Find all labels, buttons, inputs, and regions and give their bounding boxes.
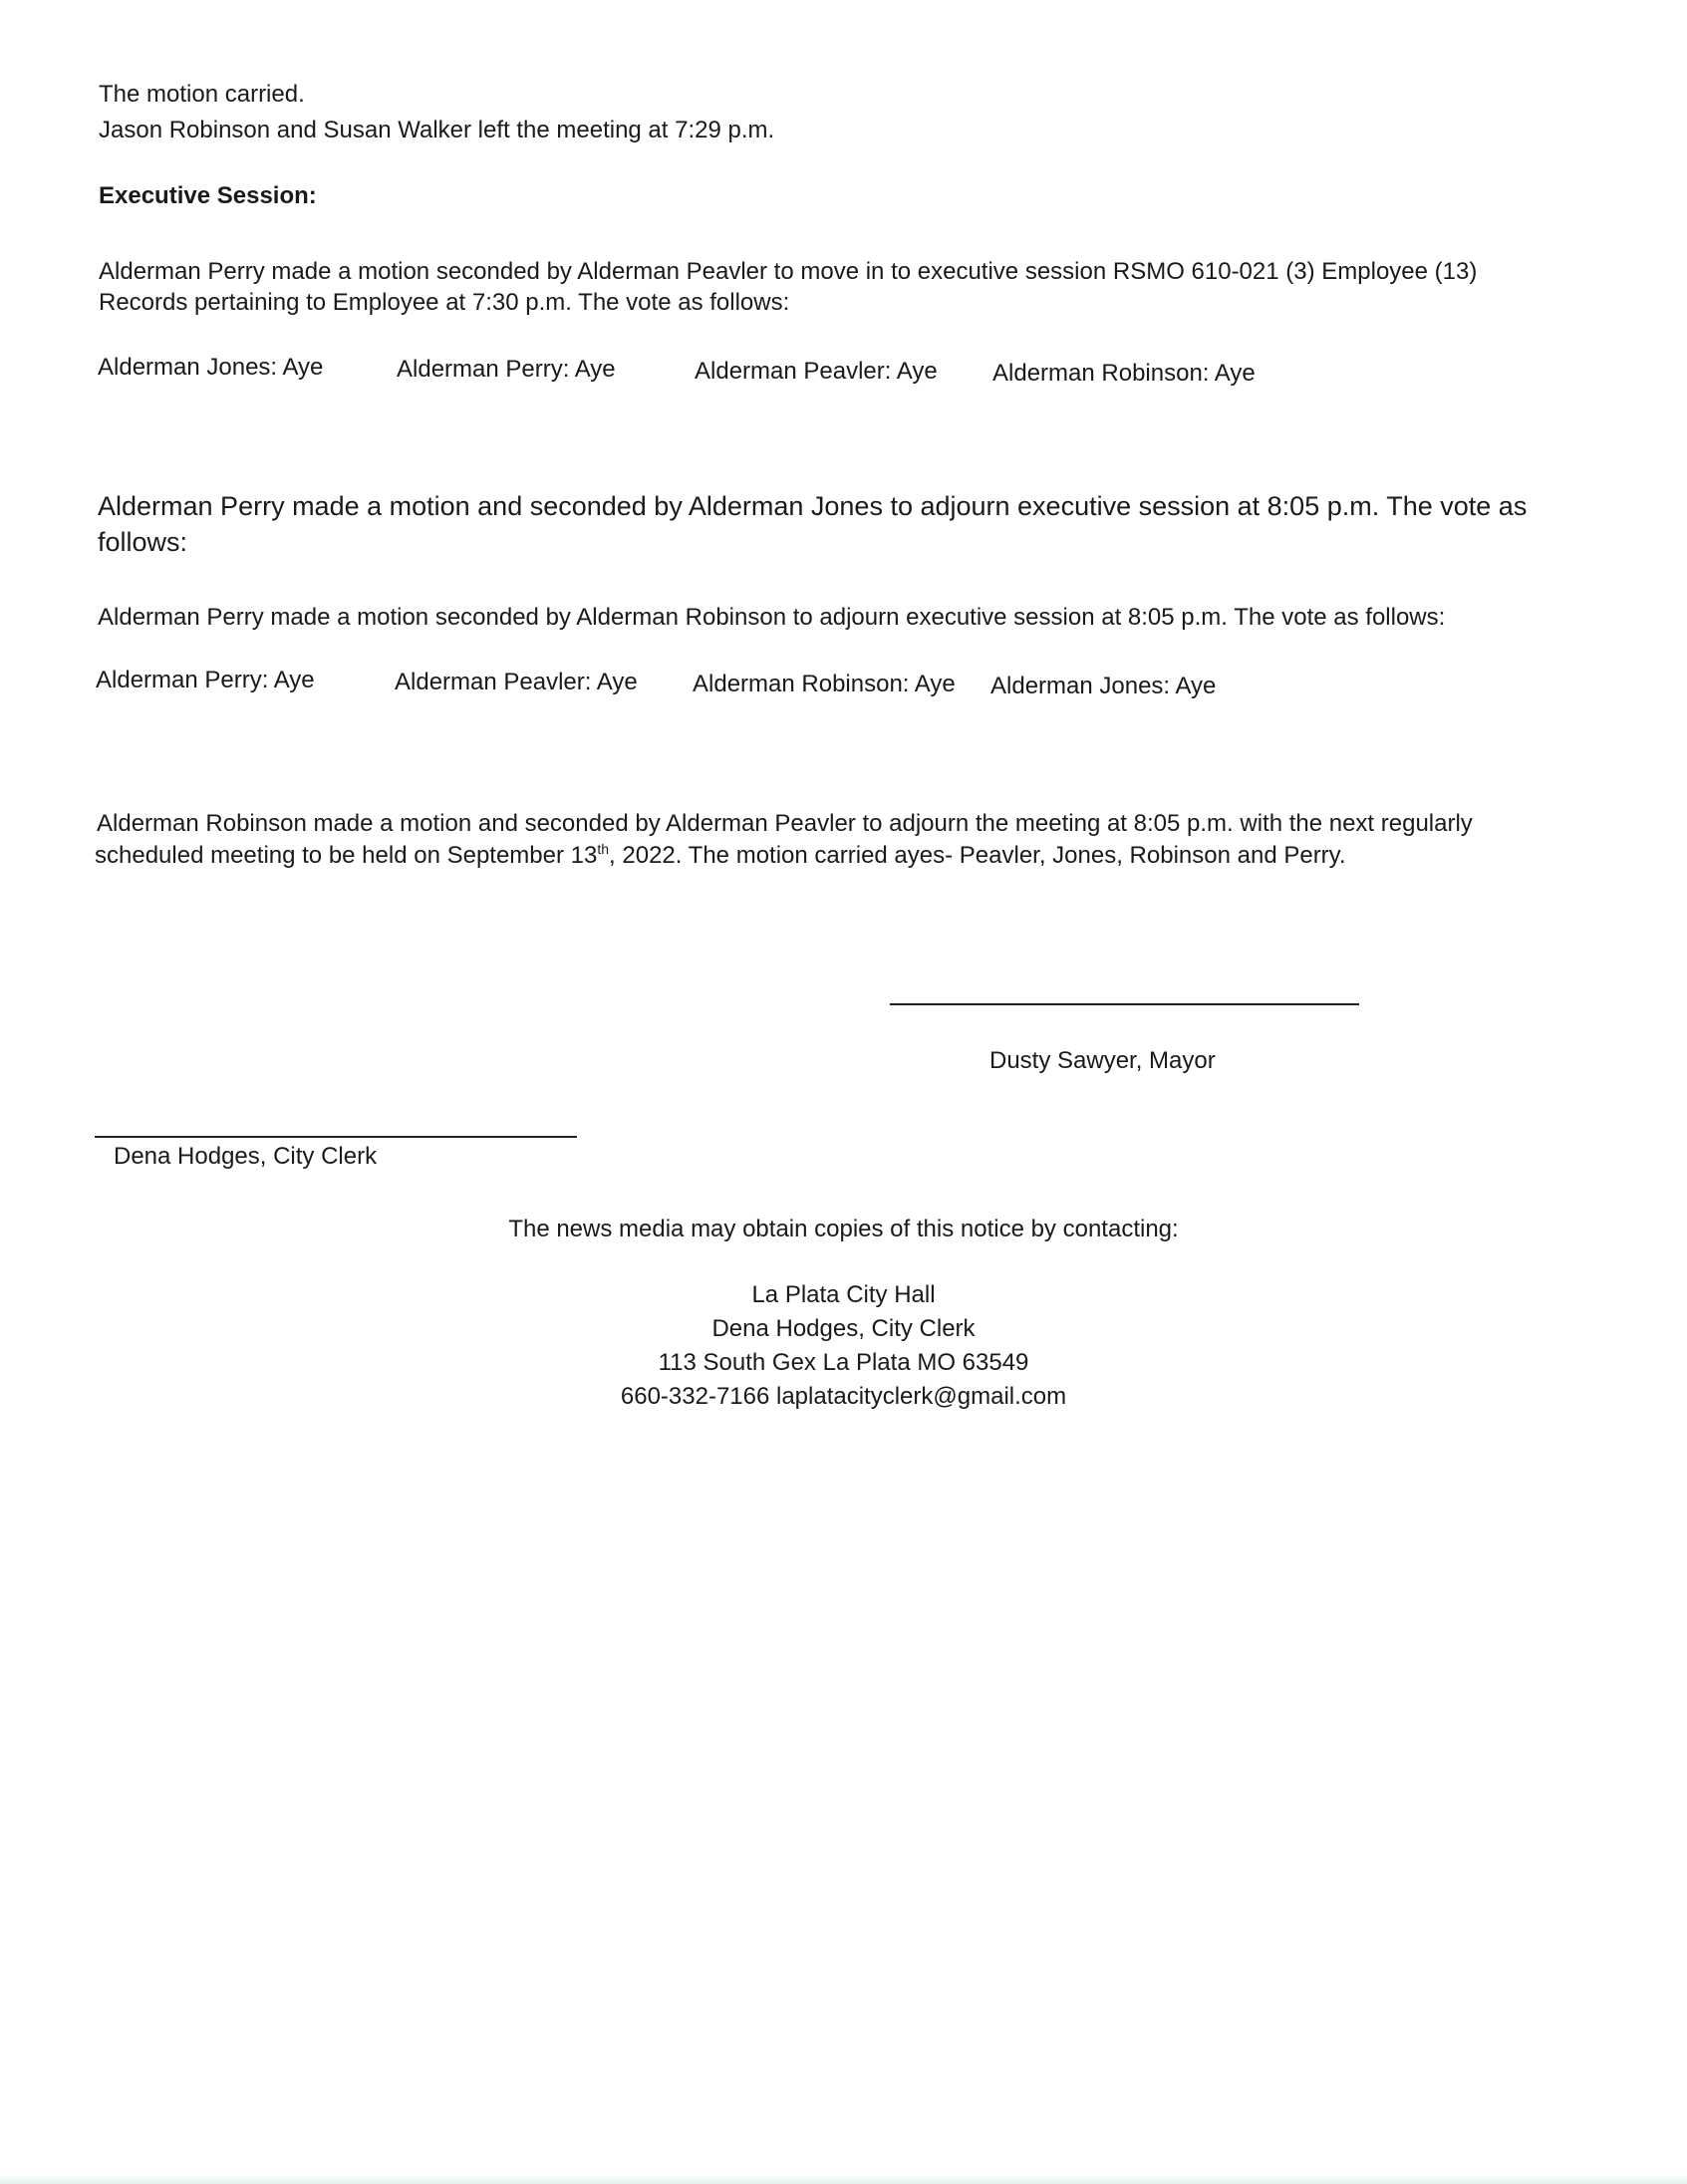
clerk-name: Dena Hodges, City Clerk xyxy=(114,1143,378,1170)
left-meeting-text: Jason Robinson and Susan Walker left the meeting at 7:29 p.m. xyxy=(99,117,775,143)
vote-jones-2: Alderman Jones: Aye xyxy=(990,673,1217,699)
media-notice: The news media may obtain copies of this notice by contacting: xyxy=(508,1216,1179,1242)
motion-carried-text: The motion carried. xyxy=(99,81,305,108)
scan-edge xyxy=(0,2174,1687,2184)
vote-robinson: Alderman Robinson: Aye xyxy=(992,360,1256,387)
mayor-name: Dusty Sawyer, Mayor xyxy=(989,1047,1216,1074)
adjourn-exec-1-line-1: Alderman Perry made a motion and seconded by Alderman Jones to adjourn executive session at 8:05 p.m. The vote as xyxy=(98,491,1528,521)
exec-motion-line-2: Records pertaining to Employee at 7:30 p.m. The vote as follows: xyxy=(99,289,790,316)
contact-city-hall: La Plata City Hall xyxy=(751,1281,936,1308)
adjourn-exec-1-line-2: follows: xyxy=(98,527,188,557)
contact-clerk: Dena Hodges, City Clerk xyxy=(711,1315,976,1342)
adjourn-meeting-line-2: scheduled meeting to be held on September 13th, 2022. The motion carried ayes- Peavler, Jones, Robinson and Perry. xyxy=(95,841,1346,869)
contact-phone-email: 660-332-7166 laplatacityclerk@gmail.com xyxy=(620,1383,1067,1410)
adjourn-exec-2-line-1: Alderman Perry made a motion seconded by Alderman Robinson to adjourn executive session at 8:05 p.m. The vote as follows: xyxy=(98,604,1446,631)
contact-address: 113 South Gex La Plata MO 63549 xyxy=(658,1349,1029,1376)
vote-perry: Alderman Perry: Aye xyxy=(397,356,616,383)
mayor-signature-line xyxy=(890,1003,1359,1005)
exec-motion-line-1: Alderman Perry made a motion seconded by Alderman Peavler to move in to executive session RSMO 610-021 (3) Employee (13) xyxy=(99,258,1478,285)
executive-session-heading: Executive Session: xyxy=(99,182,317,209)
vote-robinson-2: Alderman Robinson: Aye xyxy=(693,671,956,697)
vote-jones: Alderman Jones: Aye xyxy=(98,354,324,381)
adjourn-meeting-line-1: Alderman Robinson made a motion and seconded by Alderman Peavler to adjourn the meeting at 8:05 p.m. with the next regularly xyxy=(97,810,1473,837)
vote-perry-2: Alderman Perry: Aye xyxy=(96,667,315,693)
clerk-signature-line xyxy=(95,1136,577,1138)
vote-peavler: Alderman Peavler: Aye xyxy=(695,358,938,385)
vote-peavler-2: Alderman Peavler: Aye xyxy=(395,669,638,695)
